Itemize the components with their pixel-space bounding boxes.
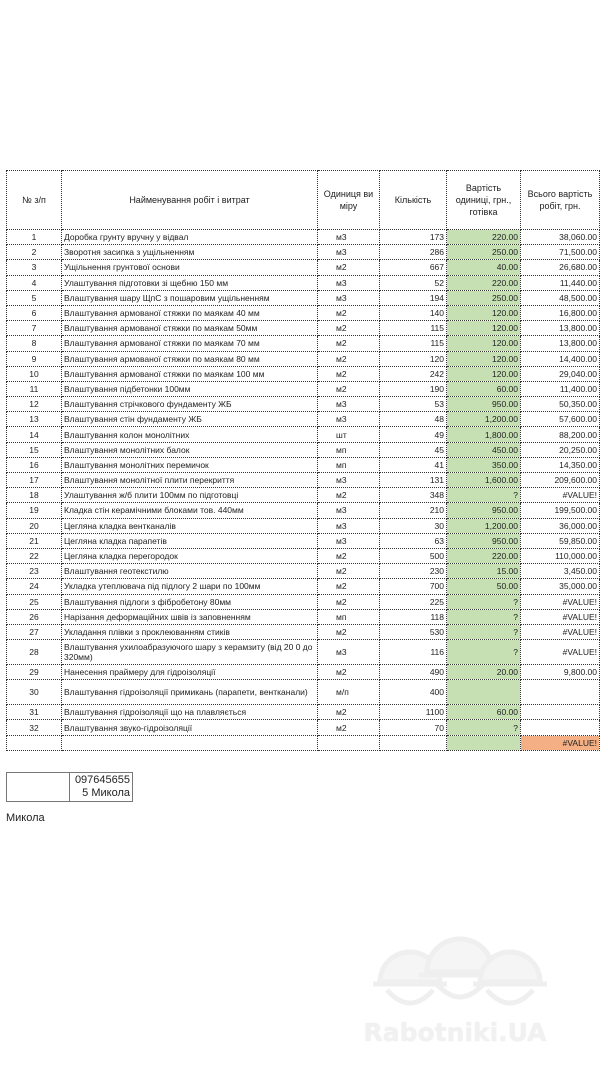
header-name: Найменування робіт і витрат [62,171,318,230]
cell-num: 29 [7,665,62,680]
cell-name: Зворотня засипка з ущільненням [62,245,318,260]
cell-num: 21 [7,533,62,548]
cell-qty: 63 [380,533,447,548]
cell-num: 24 [7,579,62,594]
cell-qty: 131 [380,473,447,488]
cell-name: Влаштування підбетонки 100мм [62,381,318,396]
cell-price: 20.00 [447,665,521,680]
cell-price: 50.00 [447,579,521,594]
cell-name: Цегляна кладка перегородок [62,548,318,563]
watermark-text: Rabotniki.UA [363,1018,547,1047]
cell-total: 11,400.00 [521,381,600,396]
table-row [7,412,600,427]
table-row [7,245,600,260]
cell-qty: 45 [380,442,447,457]
cell-price: 1,800.00 [447,427,521,442]
cell-total: 57,600.00 [521,412,600,427]
cell-price: 120.00 [447,351,521,366]
summary-empty-cell [62,735,318,750]
cell-total [521,720,600,735]
cell-name: Кладка стін керамічними блоками тов. 440мм [62,503,318,518]
table-row [7,720,600,735]
cell-num: 12 [7,397,62,412]
cell-name: Улаштування підготовки зі щебню 150 мм [62,275,318,290]
cell-total: 199,500.00 [521,503,600,518]
cell-name: Влаштування підлоги з фібробетону 80мм [62,594,318,609]
cell-qty: 190 [380,381,447,396]
table-row [7,321,600,336]
cell-name: Улаштування ж/б плити 100мм по підготовці [62,488,318,503]
cell-qty: 490 [380,665,447,680]
cell-total: 88,200.00 [521,427,600,442]
cell-price: 1,200.00 [447,412,521,427]
cell-total: #VALUE! [521,624,600,639]
cell-total: 110,000.00 [521,548,600,563]
cell-price: 250.00 [447,290,521,305]
table-row [7,366,600,381]
cell-num: 16 [7,457,62,472]
cell-qty: 140 [380,305,447,320]
cell-price: 120.00 [447,366,521,381]
cell-total: 38,060.00 [521,230,600,245]
cell-name: Влаштування армованої стяжки по маякам 100 мм [62,366,318,381]
cell-unit: м2 [318,594,380,609]
cell-unit: м3 [318,290,380,305]
header-unit: Одиниця ви міру [318,171,380,230]
cell-price: 1,600.00 [447,473,521,488]
cell-unit: м2 [318,548,380,563]
cell-qty: 120 [380,351,447,366]
table-row [7,275,600,290]
summary-empty-cell [318,735,380,750]
table-row [7,705,600,720]
cell-num: 26 [7,609,62,624]
cell-unit: м2 [318,564,380,579]
cell-num: 2 [7,245,62,260]
cell-total: 13,800.00 [521,321,600,336]
cell-total: 71,500.00 [521,245,600,260]
cell-unit: м2 [318,488,380,503]
cell-num: 19 [7,503,62,518]
table-row [7,336,600,351]
cell-num: 32 [7,720,62,735]
cell-qty: 41 [380,457,447,472]
cell-price: 40.00 [447,260,521,275]
table-row [7,640,600,665]
header-row [7,171,600,230]
table-row [7,260,600,275]
cell-num: 17 [7,473,62,488]
cell-qty: 48 [380,412,447,427]
cell-name: Влаштування монолітних балок [62,442,318,457]
cell-name: Влаштування шару ЩпС з пошаровим ущільненням [62,290,318,305]
cell-price: 950.00 [447,533,521,548]
table-row [7,381,600,396]
summary-empty-cell [7,735,62,750]
cell-name: Нанесення праймеру для гідроізоляції [62,665,318,680]
cell-total: 48,500.00 [521,290,600,305]
cell-name: Укладання плівки з проклеюванням стиків [62,624,318,639]
cell-qty: 500 [380,548,447,563]
cell-num: 4 [7,275,62,290]
cell-unit: м2 [318,579,380,594]
cell-price: ? [447,594,521,609]
cell-price: ? [447,624,521,639]
cell-total: #VALUE! [521,640,600,665]
cell-unit: м2 [318,665,380,680]
cell-name: Влаштування армованої стяжки по маякам 70 мм [62,336,318,351]
table-row [7,457,600,472]
cell-price: 1,200.00 [447,518,521,533]
table-row [7,624,600,639]
watermark [325,920,585,1060]
cell-total: 35,000.00 [521,579,600,594]
cell-num: 10 [7,366,62,381]
cell-price: 450.00 [447,442,521,457]
cell-price: ? [447,488,521,503]
cell-name: Влаштування монолітних перемичок [62,457,318,472]
table-row [7,305,600,320]
cell-price: 120.00 [447,305,521,320]
table-row [7,665,600,680]
cell-num: 8 [7,336,62,351]
cell-unit: м3 [318,412,380,427]
cell-name: Влаштування армованої стяжки по маякам 40 мм [62,305,318,320]
cell-price: 950.00 [447,503,521,518]
cell-price: 220.00 [447,230,521,245]
summary-row [7,735,600,750]
cell-name: Доробка грунту вручну у відвал [62,230,318,245]
cell-name: Влаштування армованої стяжки по маякам 80 мм [62,351,318,366]
header-total: Всього вартість робіт, грн. [521,171,600,230]
cell-qty: 348 [380,488,447,503]
cell-num: 5 [7,290,62,305]
cell-total: 14,400.00 [521,351,600,366]
cell-price: 220.00 [447,548,521,563]
cell-name: Влаштування колон монолітних [62,427,318,442]
cell-total: 26,680.00 [521,260,600,275]
cell-qty: 1100 [380,705,447,720]
cell-price: 120.00 [447,321,521,336]
cell-num: 22 [7,548,62,563]
cell-total: #VALUE! [521,609,600,624]
table-row [7,488,600,503]
cell-price: 15.00 [447,564,521,579]
worker-helmets-logo [325,920,585,1020]
cell-total: 59,850.00 [521,533,600,548]
cell-unit: м/п [318,680,380,705]
cell-unit: м3 [318,503,380,518]
cell-qty: 230 [380,564,447,579]
table-row [7,397,600,412]
cell-num: 1 [7,230,62,245]
cell-name: Цегляна кладка вентканалів [62,518,318,533]
cell-name: Влаштування геотекстилю [62,564,318,579]
table-row [7,609,600,624]
cell-unit: шт [318,427,380,442]
cell-qty: 116 [380,640,447,665]
cell-unit: м3 [318,640,380,665]
cell-unit: мп [318,609,380,624]
cell-total: 29,040.00 [521,366,600,381]
cell-name: Влаштування звуко-гідроізоляції [62,720,318,735]
cell-qty: 49 [380,427,447,442]
cell-qty: 53 [380,397,447,412]
cell-qty: 30 [380,518,447,533]
cell-price [447,680,521,705]
cell-unit: м2 [318,381,380,396]
cell-name: Влаштування стін фундаменту ЖБ [62,412,318,427]
table-row [7,594,600,609]
cell-qty: 286 [380,245,447,260]
cell-qty: 115 [380,336,447,351]
table-body [7,230,600,751]
cell-total: 3,450.00 [521,564,600,579]
cell-total: 209,600.00 [521,473,600,488]
table-row [7,290,600,305]
cell-price: 950.00 [447,397,521,412]
cell-num: 14 [7,427,62,442]
cell-price: 350.00 [447,457,521,472]
cell-unit: м2 [318,260,380,275]
cell-unit: м3 [318,275,380,290]
header-qty: Кількість [380,171,447,230]
table-row [7,503,600,518]
cell-num: 31 [7,705,62,720]
table-row [7,518,600,533]
cell-num: 7 [7,321,62,336]
summary-total: #VALUE! [521,735,600,750]
cell-unit: м3 [318,533,380,548]
cell-qty: 667 [380,260,447,275]
cell-price: 250.00 [447,245,521,260]
cell-qty: 52 [380,275,447,290]
cell-num: 6 [7,305,62,320]
cell-unit: м2 [318,624,380,639]
cell-unit: м3 [318,230,380,245]
cell-total: 50,350.00 [521,397,600,412]
cell-num: 28 [7,640,62,665]
cell-name: Влаштування гідроізоляції що на плавляється [62,705,318,720]
cell-name: Влаштування армованої стяжки по маякам 50мм [62,321,318,336]
cell-price: 60.00 [447,381,521,396]
cell-qty: 70 [380,720,447,735]
cell-num: 23 [7,564,62,579]
table-row [7,533,600,548]
cell-unit: м3 [318,397,380,412]
cell-qty: 530 [380,624,447,639]
cell-unit: м2 [318,305,380,320]
header-num: № з/п [7,171,62,230]
table-row [7,564,600,579]
cell-num: 27 [7,624,62,639]
summary-empty-cell [380,735,447,750]
cell-price: 220.00 [447,275,521,290]
cell-qty: 400 [380,680,447,705]
cell-unit: м2 [318,351,380,366]
cell-unit: м2 [318,336,380,351]
cell-unit: м2 [318,705,380,720]
contact-phone: 0976456555 Микола [70,773,133,802]
cell-price: ? [447,720,521,735]
cell-qty: 242 [380,366,447,381]
cell-unit: м2 [318,366,380,381]
contact-empty-cell [7,773,70,802]
cell-num: 3 [7,260,62,275]
cell-unit: мп [318,457,380,472]
table-row [7,427,600,442]
cell-total: 20,250.00 [521,442,600,457]
cell-name: Укладка утеплювача під підлогу 2 шари по 100мм [62,579,318,594]
cell-qty: 118 [380,609,447,624]
cell-total: 16,800.00 [521,305,600,320]
table-row [7,442,600,457]
cell-qty: 194 [380,290,447,305]
cell-unit: м3 [318,245,380,260]
cell-total: 14,350.00 [521,457,600,472]
cell-price: ? [447,640,521,665]
estimate-table [6,170,600,751]
cell-qty: 210 [380,503,447,518]
name-label: Микола [6,812,45,824]
table-row [7,548,600,563]
cell-name: Ущільнення грунтової основи [62,260,318,275]
cell-total [521,680,600,705]
cell-total: 36,000.00 [521,518,600,533]
cell-num: 20 [7,518,62,533]
cell-unit: м2 [318,321,380,336]
cell-qty: 115 [380,321,447,336]
cell-num: 15 [7,442,62,457]
cell-unit: мп [318,442,380,457]
cell-name: Влаштування ухилоабразуючого шару з керамзиту (від 20 0 до 320мм) [62,640,318,665]
cell-total: 13,800.00 [521,336,600,351]
cell-unit: м3 [318,473,380,488]
cell-total: #VALUE! [521,488,600,503]
cell-name: Влаштування стрічкового фундаменту ЖБ [62,397,318,412]
cell-qty: 225 [380,594,447,609]
cell-total: 9,800.00 [521,665,600,680]
cell-total: #VALUE! [521,594,600,609]
cell-price: 60.00 [447,705,521,720]
cell-price: ? [447,609,521,624]
cell-num: 18 [7,488,62,503]
cell-total [521,705,600,720]
contact-box [6,772,133,802]
table-row [7,680,600,705]
table-row [7,473,600,488]
summary-empty-cell [447,735,521,750]
cell-num: 25 [7,594,62,609]
cell-name: Нарізання деформаційних швів із заповненням [62,609,318,624]
cell-unit: м2 [318,720,380,735]
cell-name: Влаштування гідроізоляції примикань (парапети, вентканали) [62,680,318,705]
table-row [7,351,600,366]
cell-qty: 173 [380,230,447,245]
header-price: Вартість одиниці, грн., готівка [447,171,521,230]
cell-num: 11 [7,381,62,396]
cell-num: 13 [7,412,62,427]
table-row [7,579,600,594]
cell-num: 30 [7,680,62,705]
table-row [7,230,600,245]
cell-name: Цегляна кладка парапетів [62,533,318,548]
cell-total: 11,440.00 [521,275,600,290]
cell-qty: 700 [380,579,447,594]
cell-num: 9 [7,351,62,366]
cell-price: 120.00 [447,336,521,351]
cell-unit: м3 [318,518,380,533]
cell-name: Влаштування монолітної плити перекриття [62,473,318,488]
